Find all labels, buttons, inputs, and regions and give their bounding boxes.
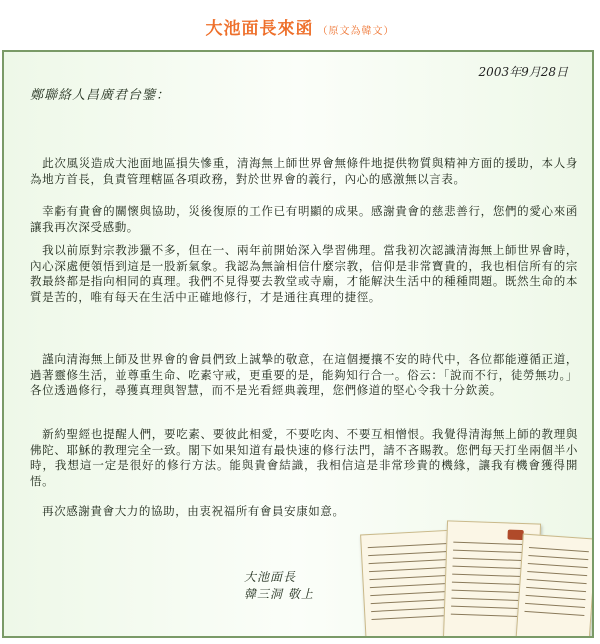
letter-paragraph-1: 此次風災造成大池面地區損失慘重，清海無上師世界會無條件地提供物質與精神方面的援助，本人身為地方首長，負責管理轄區各項政務，對於世界會的義行，內心的感激無以言表。: [30, 156, 578, 186]
letter-paragraph-4: 謹向清海無上師及世界會的會員們致上誠摯的敬意，在這個擾攘不安的時代中，各位都能遵循正道，過著靈修生活，並尊重生命、吃素守戒，更重要的是，能夠知行合一。俗云：「說而不行，徒勞無功。」各位透過修行，尋獲真理與智慧，而不是光看經典義理，您們修道的堅心令我十分欽羨。: [30, 352, 578, 397]
letter-paragraph-2: 幸虧有貴會的關懷與協助，災後復原的工作已有明顯的成果。感謝貴會的慈悲善行，您們的愛心來函讓我再次深受感動。: [30, 204, 578, 234]
signature-title: 大池面長: [244, 570, 297, 584]
letter-signature: [244, 569, 314, 603]
letter-frame: [2, 50, 594, 638]
signature-name: 韓三洞 敬上: [244, 587, 314, 601]
page-header: [0, 0, 600, 50]
letter-paragraph-6: 再次感謝貴會大力的協助，由衷祝福所有會員安康如意。: [30, 504, 345, 518]
letter-date: 2003年9月28日: [478, 65, 568, 79]
letter-paragraph-3: 我以前原對宗教涉獵不多，但在一、兩年前開始深入學習佛理。當我初次認識清海無上師世界會時，內心深處便領悟到這是一股新氣象。我認為無論相信什麼宗教，信仰是非常寶貴的，我也相信所有的宗教最終都是指向相同的真理。我們不見得要去教堂或寺廟，才能解決生活中的種種問題。既然生命的本質是苦的，唯有每天在生活中正確地修行，才是通往真理的捷徑。: [30, 243, 578, 304]
page-title: [0, 14, 600, 39]
letter-salutation: 鄭聯絡人昌廣君台鑒：: [30, 88, 171, 103]
letter-paragraph-5: 新約聖經也提醒人們，要吃素、要彼此相愛，不要吃肉、不要互相憎恨。我覺得清海無上師的教理與佛陀、耶穌的教理完全一致。閣下如果知道有最快速的修行法門，請不吝賜教。您們每天打坐兩個半小時，我想這一定是很好的修行方法。能與貴會結識，我相信這是非常珍貴的機緣，讓我有機會獲得開悟。: [30, 427, 578, 488]
title-text: 大池面長來函: [205, 19, 314, 39]
title-subtitle: （原文為韓文）: [317, 26, 395, 37]
original-letter-images: [359, 522, 594, 638]
original-letter-page-3: [515, 534, 594, 638]
